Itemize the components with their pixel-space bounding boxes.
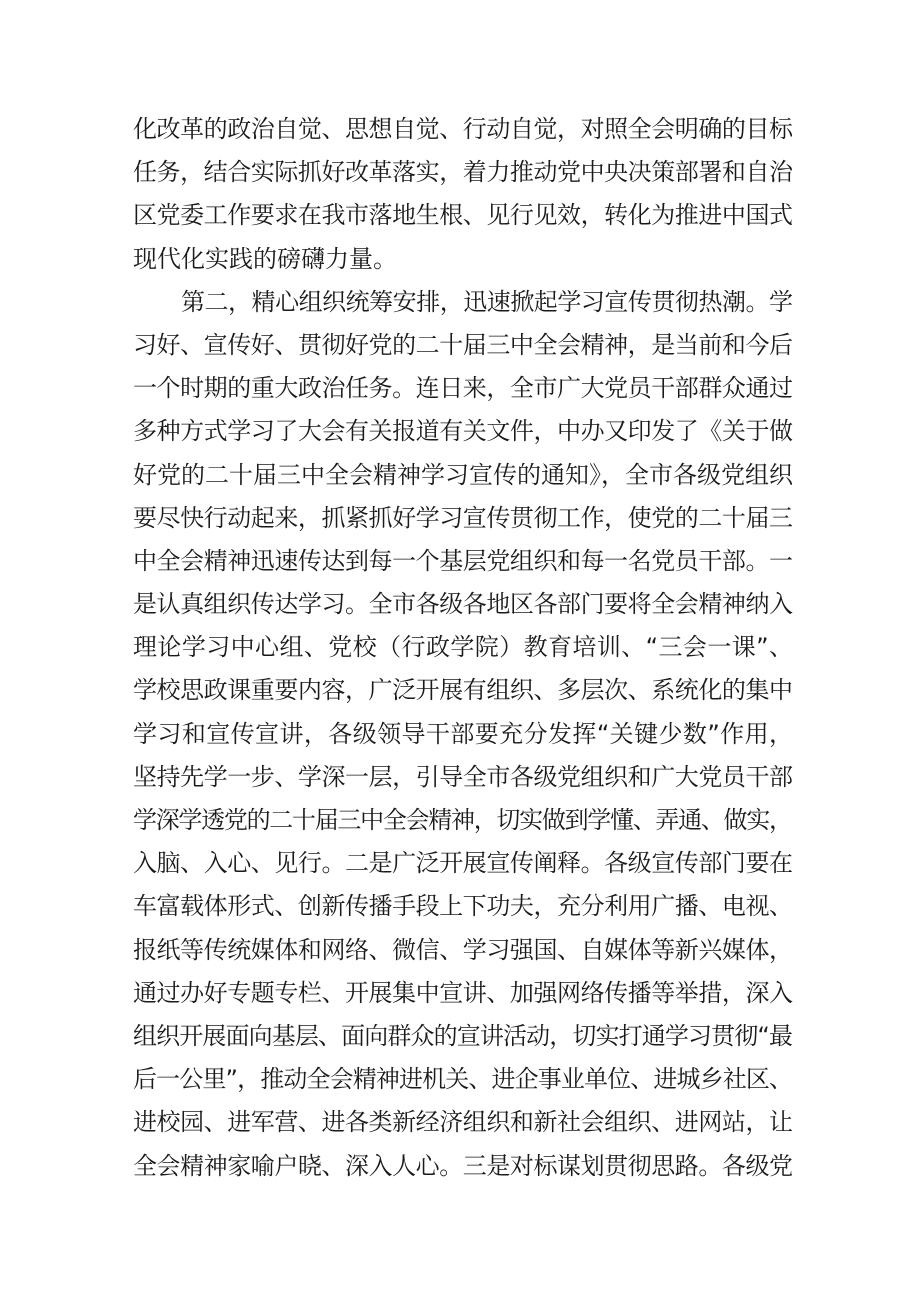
text-line xyxy=(133,885,793,928)
text-line-content: 后一公里”，推动全会精神进机关、进企事业单位、进城乡社区、 xyxy=(133,1065,793,1094)
text-line xyxy=(133,1145,793,1188)
text-line-content: 学深学透党的二十届三中全会精神，切实做到学懂、弄通、做实， xyxy=(133,806,792,834)
text-line-content: 组织开展面向基层、面向群众的宣讲活动，切实打通学习贯彻“最 xyxy=(133,1021,793,1050)
text-line-content: 多种方式学习了大会有关报道有关文件，中办又印发了《关于做 xyxy=(133,417,793,446)
text-line xyxy=(133,713,793,756)
text-line-content: 进校园、进军营、进各类新经济组织和新社会组织、进网站，让 xyxy=(133,1108,793,1137)
text-line xyxy=(133,583,793,626)
text-line-content: 第二，精心组织统筹安排，迅速掀起学习宣传贯彻热潮。学 xyxy=(181,287,793,316)
text-line-content: 要尽快行动起来，抓紧抓好学习宣传贯彻工作，使党的二十届三 xyxy=(133,503,793,532)
text-line xyxy=(133,972,793,1015)
text-line xyxy=(133,108,793,151)
text-line-content: 任务，结合实际抓好改革落实，着力推动党中央决策部署和自治 xyxy=(133,158,793,187)
text-line xyxy=(133,238,793,281)
text-line-content: 通过办好专题专栏、开展集中宣讲、加强网络传播等举措，深入 xyxy=(133,978,793,1007)
text-line-content: 化改革的政治自觉、思想自觉、行动自觉，对照全会明确的目标 xyxy=(133,115,793,143)
text-line xyxy=(133,842,793,885)
text-line xyxy=(133,540,793,583)
text-line xyxy=(133,194,793,237)
text-line xyxy=(133,1015,793,1058)
text-line xyxy=(133,281,793,324)
text-line xyxy=(133,454,793,497)
text-line-content: 全会精神家喻户晓、深入人心。三是对标谋划贯彻思路。各级党 xyxy=(133,1151,793,1180)
text-line-content: 好党的二十届三中全会精神学习宣传的通知》，全市各级党组织 xyxy=(133,460,793,489)
text-line xyxy=(133,1101,793,1144)
text-line-content: 中全会精神迅速传达到每一个基层党组织和每一名党员干部。一 xyxy=(133,546,793,575)
text-line xyxy=(133,497,793,540)
text-line xyxy=(133,669,793,712)
body-text xyxy=(133,108,793,1188)
text-line-content: 现代化实践的磅礴力量。 xyxy=(133,244,397,273)
text-line xyxy=(133,410,793,453)
text-line xyxy=(133,324,793,367)
text-line-content: 区党委工作要求在我市落地生根、见行见效，转化为推进中国式 xyxy=(133,201,793,230)
text-line-content: 入脑、入心、见行。二是广泛开展宣传阐释。各级宣传部门要在 xyxy=(133,849,793,878)
text-line xyxy=(133,799,793,842)
text-line xyxy=(133,1058,793,1101)
text-line xyxy=(133,151,793,194)
text-line xyxy=(133,756,793,799)
text-line-content: 理论学习中心组、党校（行政学院）教育培训、“三会一课”、 xyxy=(133,633,794,662)
text-line-content: 报纸等传统媒体和网络、微信、学习强国、自媒体等新兴媒体， xyxy=(133,935,793,964)
text-line xyxy=(133,626,793,669)
text-line xyxy=(133,367,793,410)
text-line-content: 车富载体形式、创新传播手段上下功夫，充分利用广播、电视、 xyxy=(133,892,793,921)
text-line-content: 习好、宣传好、贯彻好党的二十届三中全会精神，是当前和今后 xyxy=(133,330,793,359)
text-line xyxy=(133,929,793,972)
text-line-content: 坚持先学一步、学深一层，引导全市各级党组织和广大党员干部 xyxy=(133,762,793,791)
text-line-content: 学习和宣传宣讲，各级领导干部要充分发挥“关键少数”作用， xyxy=(133,719,794,748)
text-line-content: 一个时期的重大政治任务。连日来，全市广大党员干部群众通过 xyxy=(133,374,793,403)
text-line-content: 是认真组织传达学习。全市各级各地区各部门要将全会精神纳入 xyxy=(133,590,793,619)
text-line-content: 学校思政课重要内容，广泛开展有组织、多层次、系统化的集中 xyxy=(133,676,793,705)
